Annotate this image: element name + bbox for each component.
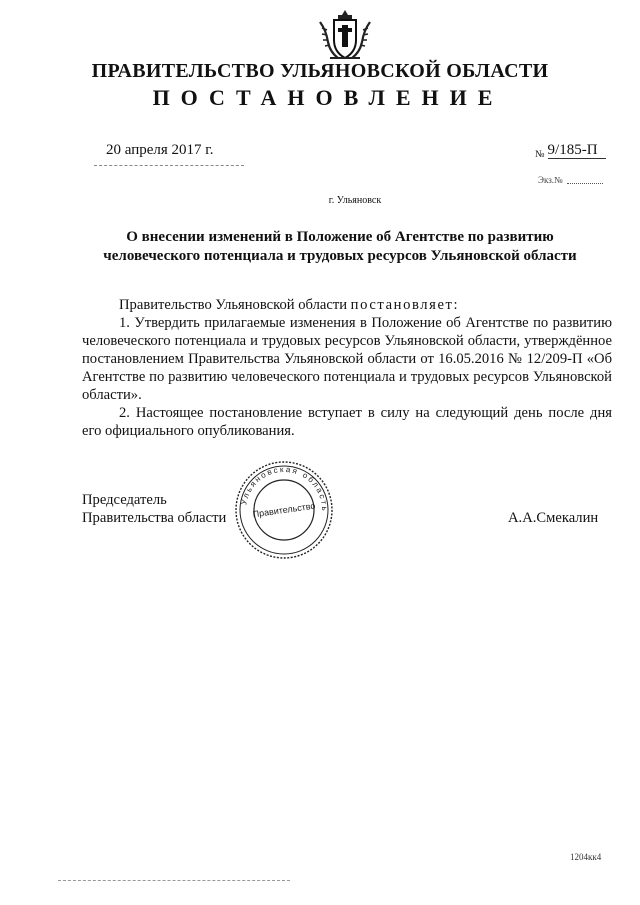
decree-number: 9/185-П [547, 142, 598, 158]
signatory-name: А.А.Смекалин [508, 510, 599, 526]
document-type-title: ПОСТАНОВЛЕНИЕ [152, 85, 504, 110]
official-seal-stamp [232, 458, 336, 562]
copy-number-line [567, 183, 603, 184]
decree-date: 20 апреля 2017 г. [106, 142, 214, 158]
intro-verb: постановляет: [350, 297, 460, 313]
item-2-paragraph: 2. Настоящее постановление вступает в силу на следующий день после дня его официального опубликования. [82, 405, 612, 439]
intro-paragraph [82, 296, 612, 314]
date-underline [94, 165, 244, 166]
footer-code: 1204кк4 [570, 852, 602, 862]
signatory-position [82, 491, 226, 527]
decree-number-block [535, 142, 598, 159]
decree-body [82, 296, 612, 440]
bottom-rule [58, 880, 290, 881]
item-1-paragraph: 1. Утвердить прилагаемые изменения в Положение об Агентстве по развитию человеческого потенциала и трудовых ресурсов Ульяновской области, утверждённое постановлением Правительства Ульяновской области от 16.05.2016 № 12/209-П «Об Агентстве по развитию человеческого потенциала и трудовых ресурсов Ульяновской области». [82, 315, 612, 403]
decree-heading [80, 228, 600, 266]
number-sign: № [535, 149, 545, 160]
seal-center-text: Правительство [251, 500, 317, 520]
heading-line-2: человеческого потенциала и трудовых ресурсов Ульяновской области [103, 248, 577, 264]
intro-subject: Правительство Ульяновской области [119, 297, 348, 313]
copy-number-label: Экз.№ [538, 175, 563, 185]
seal-ring-text: Ульяновская область [239, 464, 330, 513]
coat-of-arms-icon [316, 8, 374, 63]
position-line-1: Председатель [82, 492, 167, 508]
number-underline [548, 158, 606, 159]
heading-line-1: О внесении изменений в Положение об Агентстве по развитию [126, 229, 554, 245]
position-line-2: Правительства области [82, 510, 227, 526]
government-title: ПРАВИТЕЛЬСТВО УЛЬЯНОВСКОЙ ОБЛАСТИ [91, 60, 549, 82]
city-label: г. Ульяновск [328, 195, 382, 206]
